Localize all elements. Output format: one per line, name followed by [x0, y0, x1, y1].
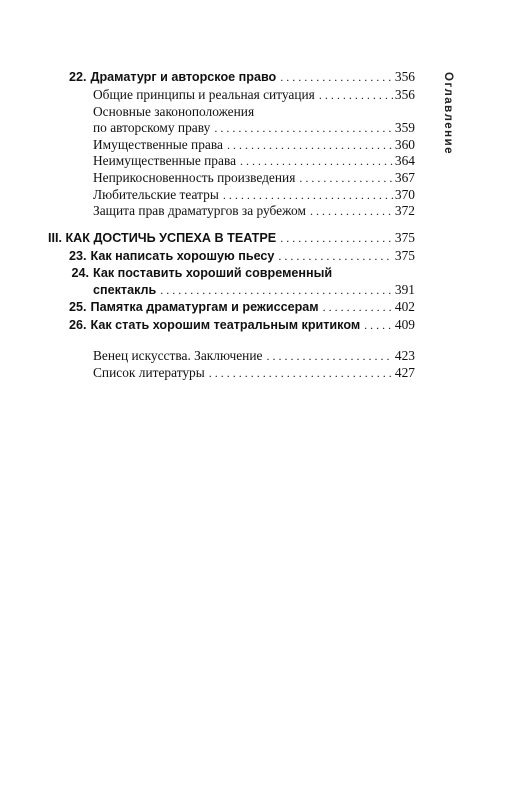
toc-entry — [69, 265, 415, 282]
dot-leader — [315, 87, 393, 104]
toc-page: 372 — [394, 203, 415, 218]
toc-page: 427 — [394, 365, 415, 380]
toc-page: 423 — [394, 348, 415, 363]
toc-entry — [69, 298, 415, 315]
toc-number: 25. — [69, 300, 87, 314]
toc-page: 359 — [394, 120, 415, 135]
toc-page: 367 — [394, 170, 415, 185]
toc-page: 356 — [394, 69, 415, 84]
toc-title: по авторскому праву — [93, 120, 211, 135]
toc-title: Неприкосновенность произведения — [93, 170, 296, 185]
dot-leader — [236, 153, 393, 170]
toc-page: 391 — [394, 282, 415, 297]
toc-title: Неимущественные права — [93, 153, 237, 168]
toc-entry — [93, 364, 415, 381]
toc-entry — [93, 281, 415, 298]
toc-title: Как написать хорошую пьесу — [90, 249, 275, 263]
toc-page: 402 — [394, 299, 415, 314]
toc-title: Памятка драматургам и режиссерам — [90, 300, 319, 314]
dot-leader — [156, 282, 393, 299]
toc-page: 356 — [394, 87, 415, 102]
toc-part-entry — [48, 229, 415, 246]
dot-leader — [205, 365, 393, 382]
toc-entry — [93, 202, 415, 219]
toc-entry — [93, 169, 415, 186]
toc-entry — [93, 152, 415, 169]
toc-number: 23. — [69, 249, 87, 263]
toc-page: 360 — [394, 137, 415, 152]
toc-title: Как поставить хороший современный — [93, 266, 333, 280]
dot-leader — [276, 69, 393, 86]
toc-title: Общие принципы и реальная ситуация — [93, 87, 315, 102]
toc-title: Венец искусства. Заключение — [93, 348, 263, 363]
dot-leader — [262, 348, 392, 365]
toc-page: 375 — [394, 230, 415, 245]
toc-entry — [93, 119, 415, 136]
toc-entry — [93, 186, 415, 203]
toc-title: Список литературы — [93, 365, 205, 380]
dot-leader — [360, 317, 393, 334]
toc-page: 364 — [394, 153, 415, 168]
toc-title: Имущественные права — [93, 137, 223, 152]
dot-leader — [274, 248, 392, 265]
dot-leader — [210, 120, 393, 137]
toc-page: 370 — [394, 187, 415, 202]
toc-entry — [69, 247, 415, 264]
toc-number: 26. — [69, 318, 87, 332]
toc-entry — [69, 316, 415, 333]
dot-leader — [295, 170, 393, 187]
toc-title-line: Основные законоположения — [93, 104, 255, 119]
toc-title: Защита прав драматургов за рубежом — [93, 203, 306, 218]
toc-title: спектакль — [93, 283, 157, 297]
toc-title: III. КАК ДОСТИЧЬ УСПЕХА В ТЕАТРЕ — [48, 231, 277, 245]
toc-number: 22. — [69, 70, 87, 84]
toc-title: Как стать хорошим театральным критиком — [90, 318, 361, 332]
running-head: Оглавление — [442, 72, 454, 156]
toc-entry — [93, 86, 415, 103]
toc-page: 409 — [394, 317, 415, 332]
toc-title: Любительские театры — [93, 187, 219, 202]
dot-leader — [276, 230, 393, 247]
dot-leader — [319, 299, 393, 316]
toc-entry — [93, 347, 415, 364]
toc-entry — [93, 136, 415, 153]
toc-number: 24. — [71, 266, 89, 280]
toc-entry — [69, 68, 415, 85]
toc-page: 375 — [394, 248, 415, 263]
toc-title: Драматург и авторское право — [90, 70, 277, 84]
dot-leader — [306, 203, 393, 220]
